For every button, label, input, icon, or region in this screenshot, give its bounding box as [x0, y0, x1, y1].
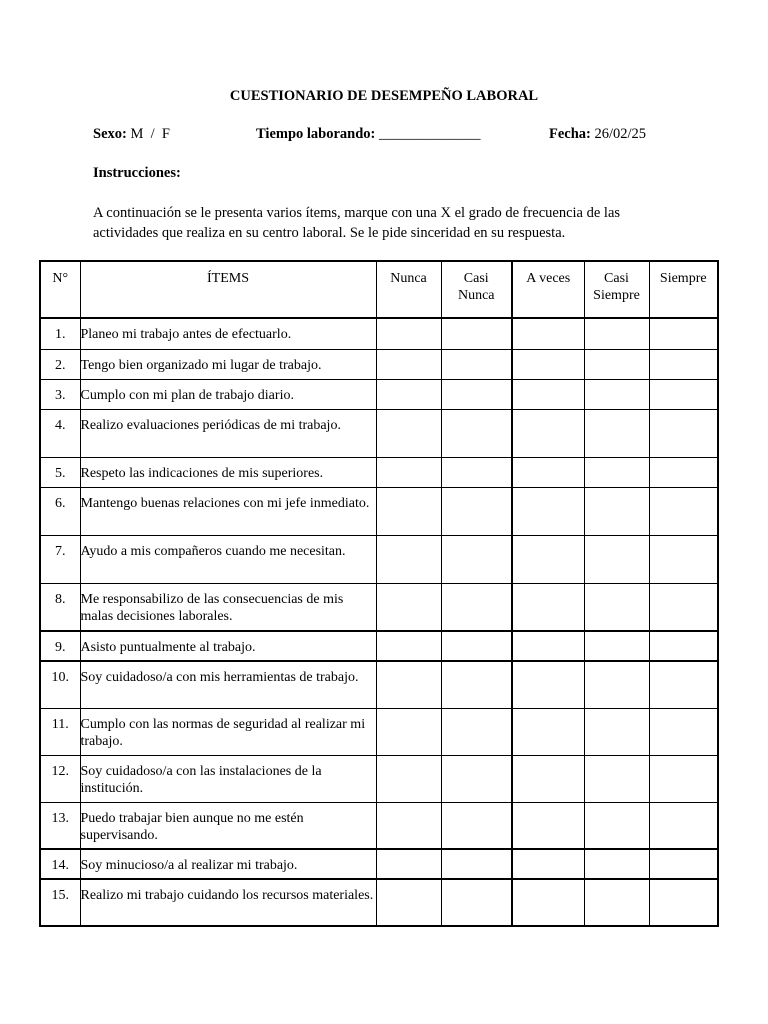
- answer-cell-nunca[interactable]: [376, 661, 441, 708]
- answer-cell-nunca[interactable]: [376, 802, 441, 849]
- answer-cell-siempre[interactable]: [649, 379, 718, 409]
- answer-cell-casi-siempre[interactable]: [584, 409, 649, 457]
- table-row: [40, 318, 718, 349]
- answer-cell-casi-nunca[interactable]: [441, 802, 512, 849]
- item-text: Ayudo a mis compañeros cuando me necesitan.: [80, 535, 376, 583]
- answer-cell-casi-siempre[interactable]: [584, 349, 649, 379]
- answer-cell-a-veces[interactable]: [512, 409, 584, 457]
- table-row: [40, 409, 718, 457]
- answer-cell-casi-nunca[interactable]: [441, 849, 512, 879]
- item-text: Soy cuidadoso/a con las instalaciones de la institución.: [80, 755, 376, 802]
- answer-cell-nunca[interactable]: [376, 583, 441, 631]
- item-number: 11.: [40, 708, 80, 755]
- item-number: 4.: [40, 409, 80, 457]
- item-text: Me responsabilizo de las consecuencias de mis malas decisiones laborales.: [80, 583, 376, 631]
- answer-cell-casi-nunca[interactable]: [441, 487, 512, 535]
- header-casi-siempre: Casi Siempre: [584, 261, 649, 318]
- answer-cell-a-veces[interactable]: [512, 849, 584, 879]
- table-row: [40, 583, 718, 631]
- item-number: 7.: [40, 535, 80, 583]
- item-number: 13.: [40, 802, 80, 849]
- answer-cell-nunca[interactable]: [376, 535, 441, 583]
- header-siempre: Siempre: [649, 261, 718, 318]
- answer-cell-casi-siempre[interactable]: [584, 457, 649, 487]
- item-text: Soy cuidadoso/a con mis herramientas de trabajo.: [80, 661, 376, 708]
- item-number: 10.: [40, 661, 80, 708]
- table-row: [40, 457, 718, 487]
- instructions-text: A continuación se le presenta varios ítems, marque con una X el grado de frecuencia de las actividades que realiza en su centro laboral. Se le pide sinceridad en su respuesta.: [93, 205, 621, 241]
- table-row: [40, 879, 718, 926]
- answer-cell-a-veces[interactable]: [512, 708, 584, 755]
- header-a-veces: A veces: [512, 261, 584, 318]
- answer-cell-casi-nunca[interactable]: [441, 379, 512, 409]
- answer-cell-nunca[interactable]: [376, 409, 441, 457]
- item-text: Soy minucioso/a al realizar mi trabajo.: [80, 849, 376, 879]
- answer-cell-casi-siempre[interactable]: [584, 379, 649, 409]
- item-text: Cumplo con las normas de seguridad al realizar mi trabajo.: [80, 708, 376, 755]
- item-number: 9.: [40, 631, 80, 661]
- item-text: Puedo trabajar bien aunque no me estén supervisando.: [80, 802, 376, 849]
- answer-cell-a-veces[interactable]: [512, 535, 584, 583]
- answer-cell-a-veces[interactable]: [512, 457, 584, 487]
- item-number: 1.: [40, 318, 80, 349]
- answer-cell-casi-siempre[interactable]: [584, 708, 649, 755]
- answer-cell-casi-siempre[interactable]: [584, 487, 649, 535]
- answer-cell-nunca[interactable]: [376, 755, 441, 802]
- answer-cell-a-veces[interactable]: [512, 487, 584, 535]
- item-text: Cumplo con mi plan de trabajo diario.: [80, 379, 376, 409]
- table-row: [40, 631, 718, 661]
- answer-cell-casi-siempre[interactable]: [584, 849, 649, 879]
- document-title: CUESTIONARIO DE DESEMPEÑO LABORAL: [229, 88, 539, 104]
- answer-cell-nunca[interactable]: [376, 879, 441, 926]
- answer-cell-casi-siempre[interactable]: [584, 879, 649, 926]
- answer-cell-siempre[interactable]: [649, 349, 718, 379]
- answer-cell-casi-nunca[interactable]: [441, 583, 512, 631]
- answer-cell-siempre[interactable]: [649, 879, 718, 926]
- answer-cell-casi-siempre[interactable]: [584, 583, 649, 631]
- item-number: 12.: [40, 755, 80, 802]
- tiempo-field: [256, 126, 481, 143]
- answer-cell-siempre[interactable]: [649, 802, 718, 849]
- item-number: 14.: [40, 849, 80, 879]
- answer-cell-casi-nunca[interactable]: [441, 755, 512, 802]
- answer-cell-a-veces[interactable]: [512, 379, 584, 409]
- answer-cell-siempre[interactable]: [649, 631, 718, 661]
- fecha-label: Fecha:: [549, 126, 591, 142]
- item-number: 6.: [40, 487, 80, 535]
- answer-cell-casi-siempre[interactable]: [584, 318, 649, 349]
- answer-cell-nunca[interactable]: [376, 631, 441, 661]
- answer-cell-casi-nunca[interactable]: [441, 409, 512, 457]
- item-text: Mantengo buenas relaciones con mi jefe inmediato.: [80, 487, 376, 535]
- answer-cell-nunca[interactable]: [376, 349, 441, 379]
- sexo-label: Sexo:: [93, 126, 127, 142]
- item-number: 5.: [40, 457, 80, 487]
- header-nunca: Nunca: [376, 261, 441, 318]
- table-row: [40, 379, 718, 409]
- tiempo-value: ______________: [379, 126, 481, 142]
- answer-cell-a-veces[interactable]: [512, 802, 584, 849]
- header-casi-nunca: Casi Nunca: [441, 261, 512, 318]
- answer-cell-a-veces[interactable]: [512, 318, 584, 349]
- answer-cell-a-veces[interactable]: [512, 661, 584, 708]
- answer-cell-casi-siempre[interactable]: [584, 631, 649, 661]
- table-row: [40, 487, 718, 535]
- tiempo-label: Tiempo laborando:: [256, 126, 376, 142]
- answer-cell-a-veces[interactable]: [512, 631, 584, 661]
- answer-cell-casi-nunca[interactable]: [441, 349, 512, 379]
- answer-cell-nunca[interactable]: [376, 708, 441, 755]
- header-num: N°: [40, 261, 80, 318]
- item-number: 3.: [40, 379, 80, 409]
- answer-cell-siempre[interactable]: [649, 755, 718, 802]
- answer-cell-siempre[interactable]: [649, 849, 718, 879]
- item-number: 8.: [40, 583, 80, 631]
- header-items: ÍTEMS: [80, 261, 376, 318]
- table-row: [40, 708, 718, 755]
- answer-cell-a-veces[interactable]: [512, 755, 584, 802]
- item-text: Realizo mi trabajo cuidando los recursos materiales.: [80, 879, 376, 926]
- table-row: [40, 661, 718, 708]
- answer-cell-casi-nunca[interactable]: [441, 879, 512, 926]
- answer-cell-casi-nunca[interactable]: [441, 708, 512, 755]
- fecha-field: [549, 126, 646, 143]
- answer-cell-casi-nunca[interactable]: [441, 661, 512, 708]
- answer-cell-siempre[interactable]: [649, 457, 718, 487]
- item-text: Tengo bien organizado mi lugar de trabajo.: [80, 349, 376, 379]
- answer-cell-casi-siempre[interactable]: [584, 535, 649, 583]
- answer-cell-casi-nunca[interactable]: [441, 318, 512, 349]
- answer-cell-a-veces[interactable]: [512, 583, 584, 631]
- answer-cell-casi-nunca[interactable]: [441, 457, 512, 487]
- answer-cell-siempre[interactable]: [649, 708, 718, 755]
- answer-cell-casi-siempre[interactable]: [584, 661, 649, 708]
- answer-cell-nunca[interactable]: [376, 318, 441, 349]
- item-text: Respeto las indicaciones de mis superiores.: [80, 457, 376, 487]
- table-row: [40, 849, 718, 879]
- answer-cell-nunca[interactable]: [376, 487, 441, 535]
- questionnaire-table: [39, 260, 719, 927]
- answer-cell-casi-nunca[interactable]: [441, 631, 512, 661]
- item-text: Planeo mi trabajo antes de efectuarlo.: [80, 318, 376, 349]
- answer-cell-siempre[interactable]: [649, 535, 718, 583]
- answer-cell-nunca[interactable]: [376, 849, 441, 879]
- answer-cell-siempre[interactable]: [649, 583, 718, 631]
- answer-cell-nunca[interactable]: [376, 379, 441, 409]
- table-row: [40, 802, 718, 849]
- instructions-label: Instrucciones:: [93, 165, 181, 181]
- answer-cell-a-veces[interactable]: [512, 879, 584, 926]
- answer-cell-casi-nunca[interactable]: [441, 535, 512, 583]
- answer-cell-a-veces[interactable]: [512, 349, 584, 379]
- answer-cell-siempre[interactable]: [649, 487, 718, 535]
- table-header-row: [40, 261, 718, 318]
- table-row: [40, 535, 718, 583]
- item-number: 15.: [40, 879, 80, 926]
- sexo-value: M / F: [130, 126, 170, 142]
- answer-cell-siempre[interactable]: [649, 661, 718, 708]
- item-text: Asisto puntualmente al trabajo.: [80, 631, 376, 661]
- item-text: Realizo evaluaciones periódicas de mi trabajo.: [80, 409, 376, 457]
- table-row: [40, 349, 718, 379]
- item-number: 2.: [40, 349, 80, 379]
- table-row: [40, 755, 718, 802]
- fecha-value: 26/02/25: [594, 126, 647, 142]
- answer-cell-siempre[interactable]: [649, 409, 718, 457]
- answer-cell-nunca[interactable]: [376, 457, 441, 487]
- answer-cell-siempre[interactable]: [649, 318, 718, 349]
- answer-cell-casi-siempre[interactable]: [584, 802, 649, 849]
- sexo-field: [93, 126, 170, 143]
- answer-cell-casi-siempre[interactable]: [584, 755, 649, 802]
